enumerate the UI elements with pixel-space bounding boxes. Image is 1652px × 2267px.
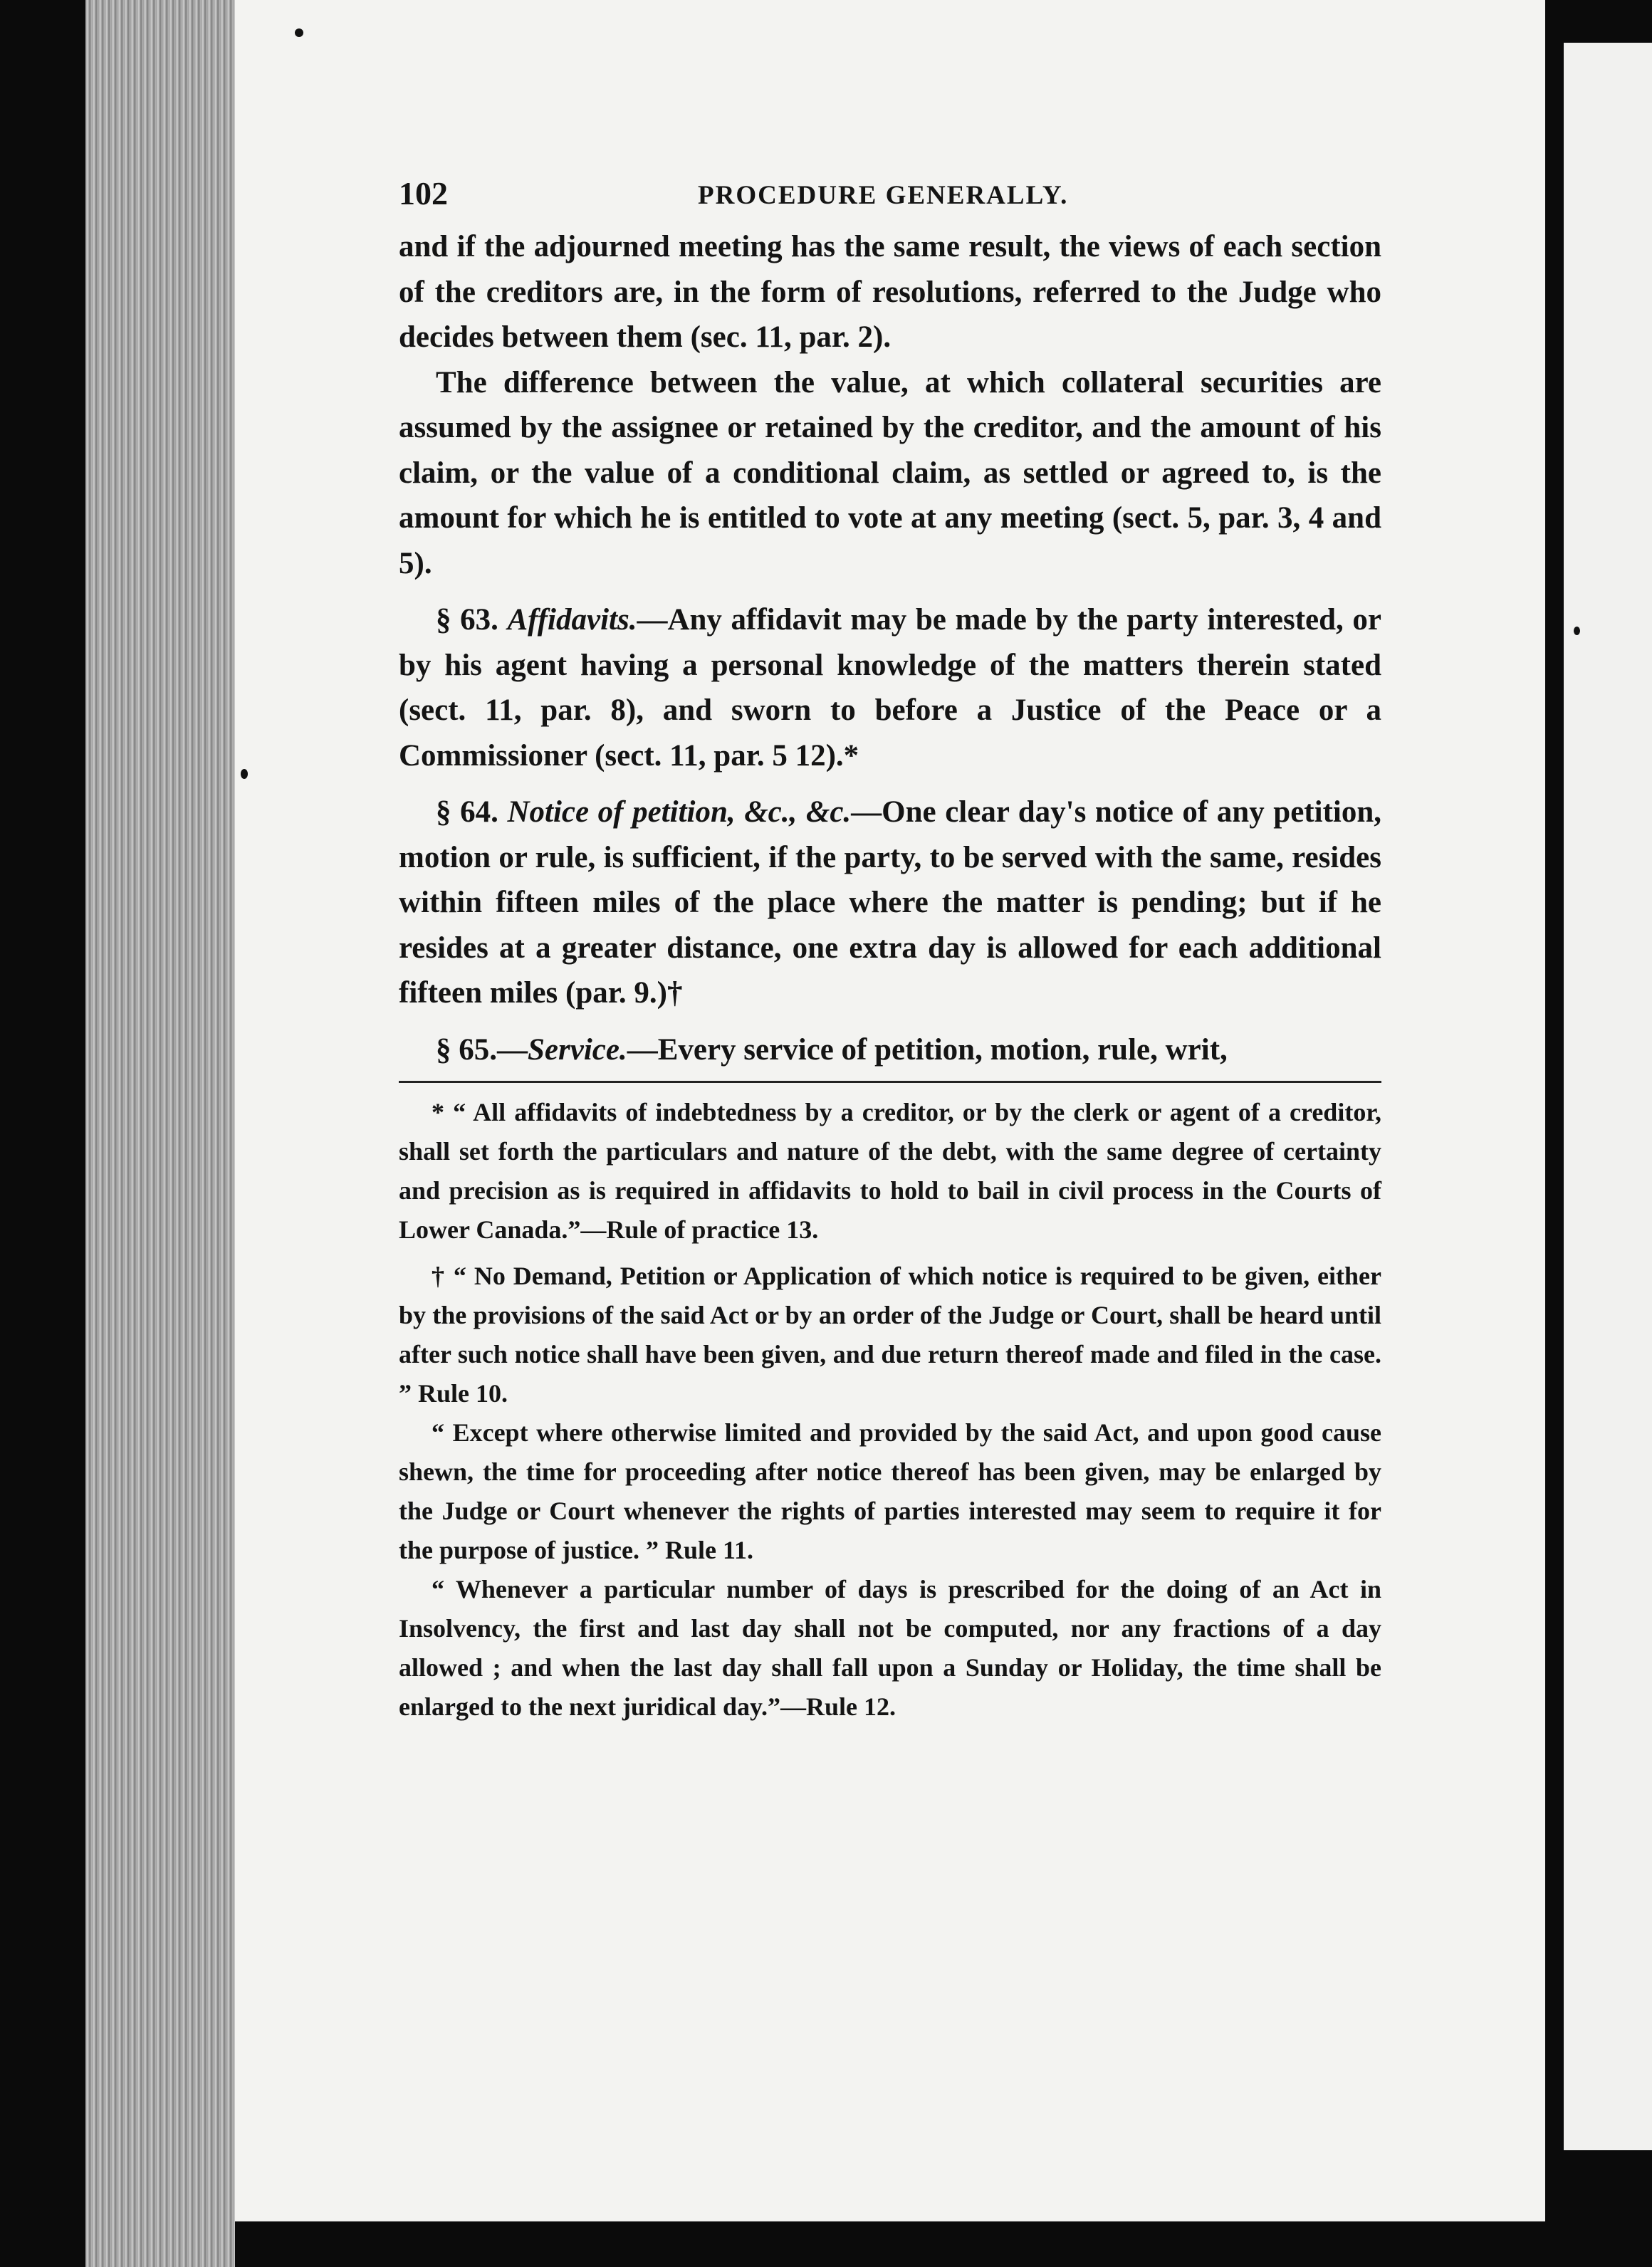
ink-speck — [241, 769, 248, 779]
section-text: —Every service of petition, motion, rule, writ, — [627, 1032, 1228, 1067]
footnote-computation: “ Whenever a particular number of days is prescribed for the doing of an Act in Insolvency, the first and last day shall not be computed, nor any fractions of a day allowed ; and when the last day shall fall upon a Sunday or Holiday, the time shall be enlarged to the next juridical day.”—Rule 12. — [399, 1575, 1381, 1721]
section-64 — [399, 790, 1381, 1016]
section-65 — [399, 1027, 1381, 1073]
book-page-edges — [85, 0, 235, 2267]
section-heading: Affidavits. — [507, 603, 637, 637]
section-number: § 64. — [436, 795, 498, 829]
body-text — [399, 224, 1381, 1072]
ink-speck — [295, 28, 303, 37]
facing-page-edge — [1564, 43, 1652, 2150]
section-text: —Any affidavit may be made by the party interested, or by his agent having a personal knowledge of the matters therein stated (sect. 11, par. 8), and sworn to before a Justice of the Peace or a Commissioner (sect. 11, par. 5 12).* — [399, 603, 1382, 773]
running-title: PROCEDURE GENERALLY. — [698, 181, 1069, 210]
section-heading: Service. — [528, 1032, 627, 1067]
paragraph-collateral: The difference between the value, at which collateral securities are assumed by the assignee or retained by the creditor, and the amount of his claim, or the value of a conditional claim, as settled or agreed to, is the amount for which he is entitled to vote at any meeting (sect. 5, par. 3, 4 and 5). — [399, 365, 1381, 580]
footnotes — [399, 1093, 1381, 1727]
section-63 — [399, 597, 1381, 778]
section-heading: Notice of petition, &c., &c. — [507, 795, 852, 829]
page-number: 102 — [399, 175, 448, 211]
section-text: —One clear day's notice of any petition, motion or rule, is sufficient, if the party, to be served with the same, resides within fifteen miles of the place where the matter is pending; but if he resides at a greater distance, one extra day is allowed for each additional fifteen miles (par. 9.)† — [399, 795, 1382, 1010]
footnote-separator — [399, 1081, 1381, 1083]
page-content — [399, 174, 1381, 1727]
footnote-affidavits: * “ All affidavits of indebtedness by a creditor, or by the clerk or agent of a creditor, shall set forth the particulars and nature of the debt, with the same degree of certainty and precision as is required in affidavits to hold to bail in civil process in the Courts of Lower Canada.”—Rule of practice 13. — [399, 1098, 1381, 1244]
ink-speck — [1574, 627, 1580, 635]
footnote-notice: † “ No Demand, Petition or Application of which notice is required to be given, either by the provisions of the said Act or by an order of the Judge or Court, shall be heard until after such notice shall have been given, and due return thereof made and filed in the case. ” Rule 10. — [399, 1262, 1381, 1408]
scanned-page — [235, 0, 1545, 2221]
running-head — [399, 174, 1381, 224]
section-number: § 63. — [436, 603, 498, 637]
footnote-enlargement: “ Except where otherwise limited and provided by the said Act, and upon good cause shewn, the time for proceeding after notice thereof has been given, may be enlarged by the Judge or Court whenever the rights of parties interested may seem to require it for the purpose of justice. ” Rule 11. — [399, 1418, 1381, 1564]
paragraph-continued: and if the adjourned meeting has the same result, the views of each section of the creditors are, in the form of resolutions, referred to the Judge who decides between them (sec. 11, par. 2). — [399, 230, 1381, 354]
section-number: § 65.— — [436, 1032, 528, 1067]
